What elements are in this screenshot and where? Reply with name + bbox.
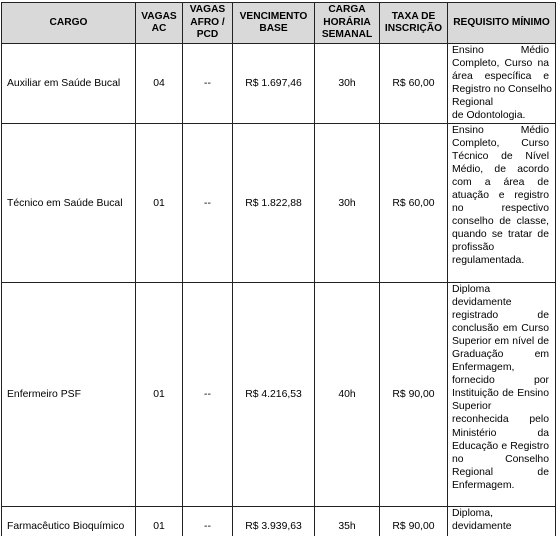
requisito-line: reconhecida pelo (452, 414, 549, 426)
requisito-line: Médio, de acordo (452, 164, 549, 176)
vagas-ac-cell: 01 (136, 283, 183, 507)
taxa-cell: R$ 90,00 (380, 507, 448, 536)
carga-cell: 30h (315, 124, 380, 283)
vagas-afro-cell: -- (183, 507, 233, 536)
header-vagas-afro-pcd: VAGAS AFRO / PCD (183, 3, 233, 44)
vencimento-cell: R$ 1.822,88 (233, 124, 315, 283)
vagas-afro-cell: -- (183, 44, 233, 124)
vencimento-cell: R$ 4.216,53 (233, 283, 315, 507)
requisito-line: Superior (452, 401, 492, 413)
cargo-cell: Enfermeiro PSF (2, 283, 136, 507)
cargo-cell: Farmacêutico Bioquímico (2, 507, 136, 536)
requisito-line: regulamentada. (452, 255, 525, 267)
vagas-afro-cell: -- (183, 124, 233, 283)
requisito-line: Ministério da (452, 427, 549, 439)
requisito-line: Registro no Conselho (452, 84, 552, 96)
requisito-line: Completo, Curso (452, 138, 549, 150)
requisito-line: fornecido por (452, 375, 549, 387)
header-requisito-minimo: REQUISITO MÍNIMO (448, 3, 556, 44)
vencimento-cell: R$ 1.697,46 (233, 44, 315, 124)
requisito-line: atuação e registro (452, 190, 549, 202)
requisito-line: Diploma, (452, 508, 493, 519)
header-vagas-ac: VAGAS AC (136, 3, 183, 44)
requisito-line: Educação e Registro (452, 440, 549, 452)
requisito-cell (448, 44, 556, 124)
requisito-line: de Odontologia. (452, 110, 526, 122)
header-taxa-inscricao: TAXA DE INSCRIÇÃO (380, 3, 448, 44)
taxa-cell: R$ 60,00 (380, 44, 448, 124)
requisito-line: Diploma (452, 284, 491, 295)
vencimento-cell: R$ 3.939,63 (233, 507, 315, 536)
requisito-line: Técnico de Nível (452, 151, 549, 163)
table-body (2, 44, 556, 536)
requisito-line: Graduação em (452, 349, 549, 361)
requisito-line: devidamente (452, 297, 512, 309)
cargo-cell: Técnico em Saúde Bucal (2, 124, 136, 283)
vagas-ac-cell: 04 (136, 44, 183, 124)
table-row (2, 44, 556, 124)
requisito-line: Enfermagem. (452, 479, 515, 491)
requisito-line: com a área de (452, 177, 549, 189)
taxa-cell: R$ 60,00 (380, 124, 448, 283)
table-row (2, 124, 556, 283)
requisito-cell (448, 124, 556, 283)
table-row (2, 507, 556, 536)
requisito-line: registrado de (452, 310, 549, 322)
taxa-cell: R$ 90,00 (380, 283, 448, 507)
requisito-line: área específica e (452, 71, 549, 83)
requisito-line: devidamente (452, 521, 512, 533)
header-vencimento-base: VENCIMENTO BASE (233, 3, 315, 44)
requisito-line: no respectivo (452, 203, 549, 215)
header-cargo: CARGO (2, 3, 136, 44)
requisito-cell (448, 507, 556, 536)
vagas-ac-cell: 01 (136, 507, 183, 536)
cargo-cell: Auxiliar em Saúde Bucal (2, 44, 136, 124)
requisito-line: profissão (452, 242, 495, 254)
requisito-line: Regional (452, 97, 494, 109)
carga-cell: 40h (315, 283, 380, 507)
requisito-cell (448, 283, 556, 507)
vagas-afro-cell: -- (183, 283, 233, 507)
vagas-ac-cell: 01 (136, 124, 183, 283)
table-row (2, 283, 556, 507)
requisito-line: Enfermagem, (452, 362, 515, 374)
requisito-line: quando se tratar de (452, 229, 549, 241)
requisito-line: Superior em nível de (452, 336, 549, 348)
header-carga-horaria: CARGA HORÁRIA SEMANAL (315, 3, 380, 44)
requisito-line: Ensino Médio (452, 125, 549, 136)
requisito-line: conclusão em Curso (452, 323, 549, 335)
cargos-table (1, 2, 556, 536)
requisito-line: conselho de classe, (452, 216, 549, 228)
requisito-line: Instituição de Ensino (452, 388, 549, 400)
carga-cell: 30h (315, 44, 380, 124)
requisito-line: Completo, Curso na (452, 58, 549, 70)
carga-cell: 35h (315, 507, 380, 536)
requisito-line: Ensino Médio (452, 45, 549, 56)
header-row (2, 3, 556, 44)
requisito-line: Regional de (452, 466, 549, 478)
requisito-line: no Conselho (452, 453, 549, 465)
